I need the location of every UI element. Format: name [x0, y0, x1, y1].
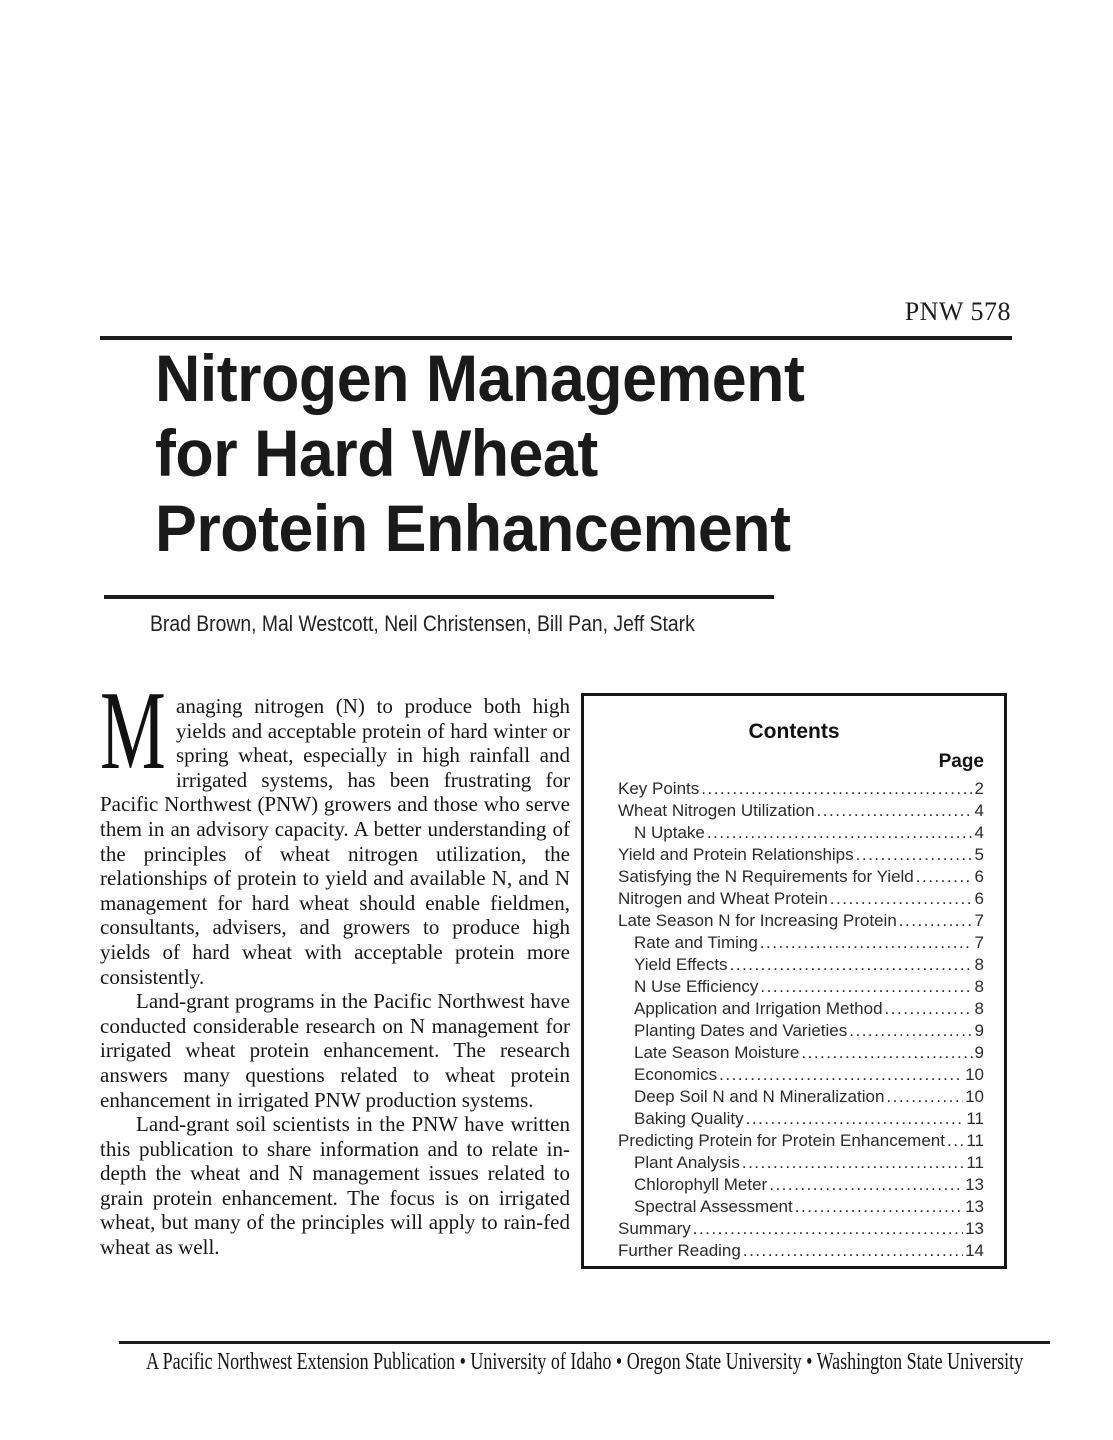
toc-entry-page: 8 [974, 977, 984, 996]
toc-entry-label: Predicting Protein for Protein Enhancement [618, 1131, 945, 1150]
toc-entry-label: Baking Quality [634, 1109, 744, 1128]
title-line-3: Protein Enhancement [155, 491, 791, 565]
toc-entry-page: 10 [965, 1087, 984, 1106]
toc-entry-page: 10 [965, 1065, 984, 1084]
paragraph-1-text: anaging nitrogen (N) to produce both high yields and acceptable protein of hard winter or spring wheat, especially in high rainfall and irrigated systems, has been frustrating for Pacific Northwest (PNW) growers and those who serve them in an advisory capacity. A better understanding of the principles of wheat nitrogen utilization, the relationships of protein to yield and available N, and N management for hard wheat should enable fieldmen, consultants, advisers, and growers to produce high yields of hard wheat with acceptable protein more consistently. [100, 694, 570, 989]
toc-entry [584, 1130, 1004, 1152]
toc-entry-page: 11 [966, 1109, 984, 1128]
document-title [155, 341, 839, 566]
toc-entry [584, 1086, 1004, 1108]
title-line-2: for Hard Wheat [155, 416, 598, 490]
toc-leader-dots [916, 866, 973, 888]
contents-title: Contents [748, 720, 840, 743]
toc-leader-dots [707, 822, 973, 844]
toc-entry-label: N Use Efficiency [634, 977, 759, 996]
toc-entry [584, 866, 1004, 888]
toc-entry-page: 4 [974, 823, 984, 842]
toc-entry [584, 932, 1004, 954]
toc-entry-page: 4 [974, 801, 984, 820]
contents-entries [584, 778, 1004, 1262]
toc-leader-dots [849, 1020, 972, 1042]
toc-entry-page: 14 [965, 1241, 984, 1260]
toc-entry [584, 1042, 1004, 1064]
footer-text: A Pacific Northwest Extension Publication • University of Idaho • Oregon State University • Washington State University [146, 1349, 1024, 1375]
toc-entry-page: 5 [974, 845, 984, 864]
toc-leader-dots [743, 1240, 963, 1262]
toc-leader-dots [730, 954, 973, 976]
toc-entry-page: 6 [974, 867, 984, 886]
article-body [100, 669, 570, 1260]
toc-entry [584, 822, 1004, 844]
toc-entry-page: 8 [974, 999, 984, 1018]
toc-entry-label: N Uptake [634, 823, 705, 842]
toc-entry-page: 9 [974, 1021, 984, 1040]
toc-entry [584, 1108, 1004, 1130]
toc-entry [584, 998, 1004, 1020]
toc-entry-label: Spectral Assessment [634, 1197, 793, 1216]
toc-leader-dots [746, 1108, 965, 1130]
toc-leader-dots [742, 1152, 965, 1174]
toc-leader-dots [719, 1064, 963, 1086]
toc-entry-label: Rate and Timing [634, 933, 758, 952]
publication-number: PNW 578 [904, 297, 1011, 326]
toc-entry-page: 7 [974, 911, 984, 930]
toc-entry-page: 11 [966, 1131, 984, 1150]
paragraph-3: Land-grant soil scientists in the PNW have written this publication to share information and to relate in-depth the wheat and N management issues related to grain protein enhancement. The focus is on irrigated wheat, but many of the principles will apply to rain-fed wheat as well. [100, 1112, 570, 1260]
toc-leader-dots [830, 888, 973, 910]
contents-box [581, 693, 1007, 1269]
toc-entry [584, 888, 1004, 910]
toc-entry-label: Further Reading [618, 1241, 741, 1260]
authors-rule [104, 595, 774, 599]
paragraph-2: Land-grant programs in the Pacific Northwest have conducted considerable research on N management for irrigated wheat protein enhancement. The research answers many questions related to wheat protein enhancement in irrigated PNW production systems. [100, 989, 570, 1112]
toc-entry-page: 8 [974, 955, 984, 974]
toc-leader-dots [885, 998, 973, 1020]
toc-leader-dots [899, 910, 973, 932]
toc-leader-dots [856, 844, 973, 866]
toc-entry [584, 1064, 1004, 1086]
toc-entry [584, 910, 1004, 932]
toc-leader-dots [760, 932, 973, 954]
toc-entry [584, 844, 1004, 866]
toc-entry-label: Plant Analysis [634, 1153, 740, 1172]
toc-entry [584, 800, 1004, 822]
toc-leader-dots [693, 1218, 963, 1240]
toc-entry-page: 11 [966, 1153, 984, 1172]
toc-entry-label: Key Points [618, 779, 700, 798]
top-rule [100, 336, 1012, 340]
title-line-1: Nitrogen Management [155, 341, 805, 415]
toc-leader-dots [817, 800, 973, 822]
toc-entry-page: 9 [974, 1043, 984, 1062]
toc-entry-label: Planting Dates and Varieties [634, 1021, 848, 1040]
toc-entry [584, 1240, 1004, 1262]
toc-entry-label: Chlorophyll Meter [634, 1175, 768, 1194]
toc-leader-dots [701, 778, 972, 800]
toc-entry [584, 778, 1004, 800]
toc-entry-label: Yield and Protein Relationships [618, 845, 854, 864]
toc-leader-dots [947, 1130, 964, 1152]
toc-leader-dots [795, 1196, 963, 1218]
toc-entry-page: 2 [974, 779, 984, 798]
toc-entry-page: 7 [974, 933, 984, 952]
toc-entry-label: Summary [618, 1219, 691, 1238]
dropcap-letter: M [100, 669, 166, 793]
footer [0, 1349, 1113, 1376]
toc-entry [584, 1218, 1004, 1240]
toc-entry-label: Satisfying the N Requirements for Yield [618, 867, 914, 886]
toc-leader-dots [760, 976, 972, 998]
toc-entry [584, 1020, 1004, 1042]
toc-entry-label: Late Season N for Increasing Protein [618, 911, 897, 930]
toc-entry-page: 13 [965, 1175, 984, 1194]
toc-leader-dots [886, 1086, 963, 1108]
toc-entry [584, 976, 1004, 998]
toc-entry-page: 13 [965, 1197, 984, 1216]
toc-entry-label: Yield Effects [634, 955, 728, 974]
toc-entry-label: Wheat Nitrogen Utilization [618, 801, 815, 820]
contents-page-column-label: Page [938, 751, 984, 772]
toc-entry-label: Application and Irrigation Method [634, 999, 883, 1018]
toc-entry [584, 1196, 1004, 1218]
authors-line: Brad Brown, Mal Westcott, Neil Christensen, Bill Pan, Jeff Stark [150, 611, 695, 636]
footer-rule [119, 1341, 1050, 1344]
toc-entry-page: 13 [965, 1219, 984, 1238]
toc-entry-label: Late Season Moisture [634, 1043, 800, 1062]
toc-leader-dots [801, 1042, 972, 1064]
toc-entry-page: 6 [974, 889, 984, 908]
toc-leader-dots [769, 1174, 963, 1196]
toc-entry [584, 1174, 1004, 1196]
toc-entry-label: Economics [634, 1065, 718, 1084]
toc-entry [584, 1152, 1004, 1174]
toc-entry [584, 954, 1004, 976]
toc-entry-label: Nitrogen and Wheat Protein [618, 889, 828, 908]
toc-entry-label: Deep Soil N and N Mineralization [634, 1087, 885, 1106]
paragraph-1 [100, 669, 570, 989]
